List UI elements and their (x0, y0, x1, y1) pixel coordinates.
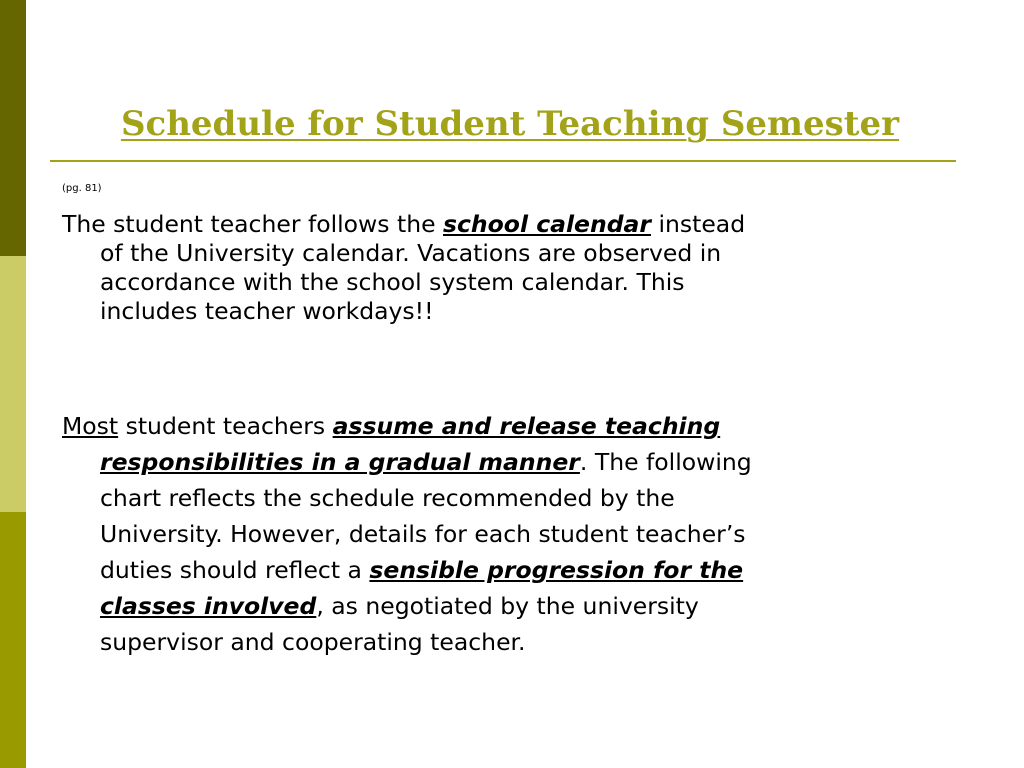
progression-emphasis-part-2: classes involved (100, 592, 317, 620)
left-accent-band-middle (0, 256, 26, 512)
page-reference: (pg. 81) (62, 183, 102, 194)
responsibilities-line-6 (62, 588, 942, 624)
calendar-line-3: accordance with the school system calendar. This (100, 268, 685, 296)
responsibilities-text: student teachers (118, 412, 333, 440)
calendar-paragraph (62, 210, 942, 326)
title-divider (50, 160, 956, 162)
school-calendar-emphasis: school calendar (443, 210, 651, 238)
left-accent-band-bottom (0, 512, 26, 768)
calendar-line-1 (62, 210, 942, 239)
responsibilities-text: . The following (579, 448, 752, 476)
calendar-text: instead (650, 210, 746, 238)
gradual-emphasis-part-1: assume and release teaching (332, 412, 721, 440)
responsibilities-paragraph (62, 408, 942, 660)
calendar-line-4: includes teacher workdays!! (100, 297, 434, 325)
slide-title: Schedule for Student Teaching Semester (120, 104, 900, 144)
gradual-emphasis-part-2: responsibilities in a gradual manner (100, 448, 580, 476)
calendar-line-2: of the University calendar. Vacations are observed in (100, 239, 722, 267)
responsibilities-line-7: supervisor and cooperating teacher. (100, 628, 526, 656)
most-underlined: Most (62, 412, 119, 440)
progression-emphasis-part-1: sensible progression for the (369, 556, 744, 584)
responsibilities-line-3: chart reflects the schedule recommended by the (100, 484, 675, 512)
left-accent-band-top (0, 0, 26, 256)
calendar-text: The student teacher follows the (62, 210, 444, 238)
responsibilities-line-1 (62, 408, 942, 444)
responsibilities-text: duties should reflect a (100, 556, 370, 584)
responsibilities-text: , as negotiated by the university (316, 592, 699, 620)
responsibilities-line-5 (62, 552, 942, 588)
responsibilities-line-4: University. However, details for each student teacher’s (100, 520, 746, 548)
responsibilities-line-2 (62, 444, 942, 480)
